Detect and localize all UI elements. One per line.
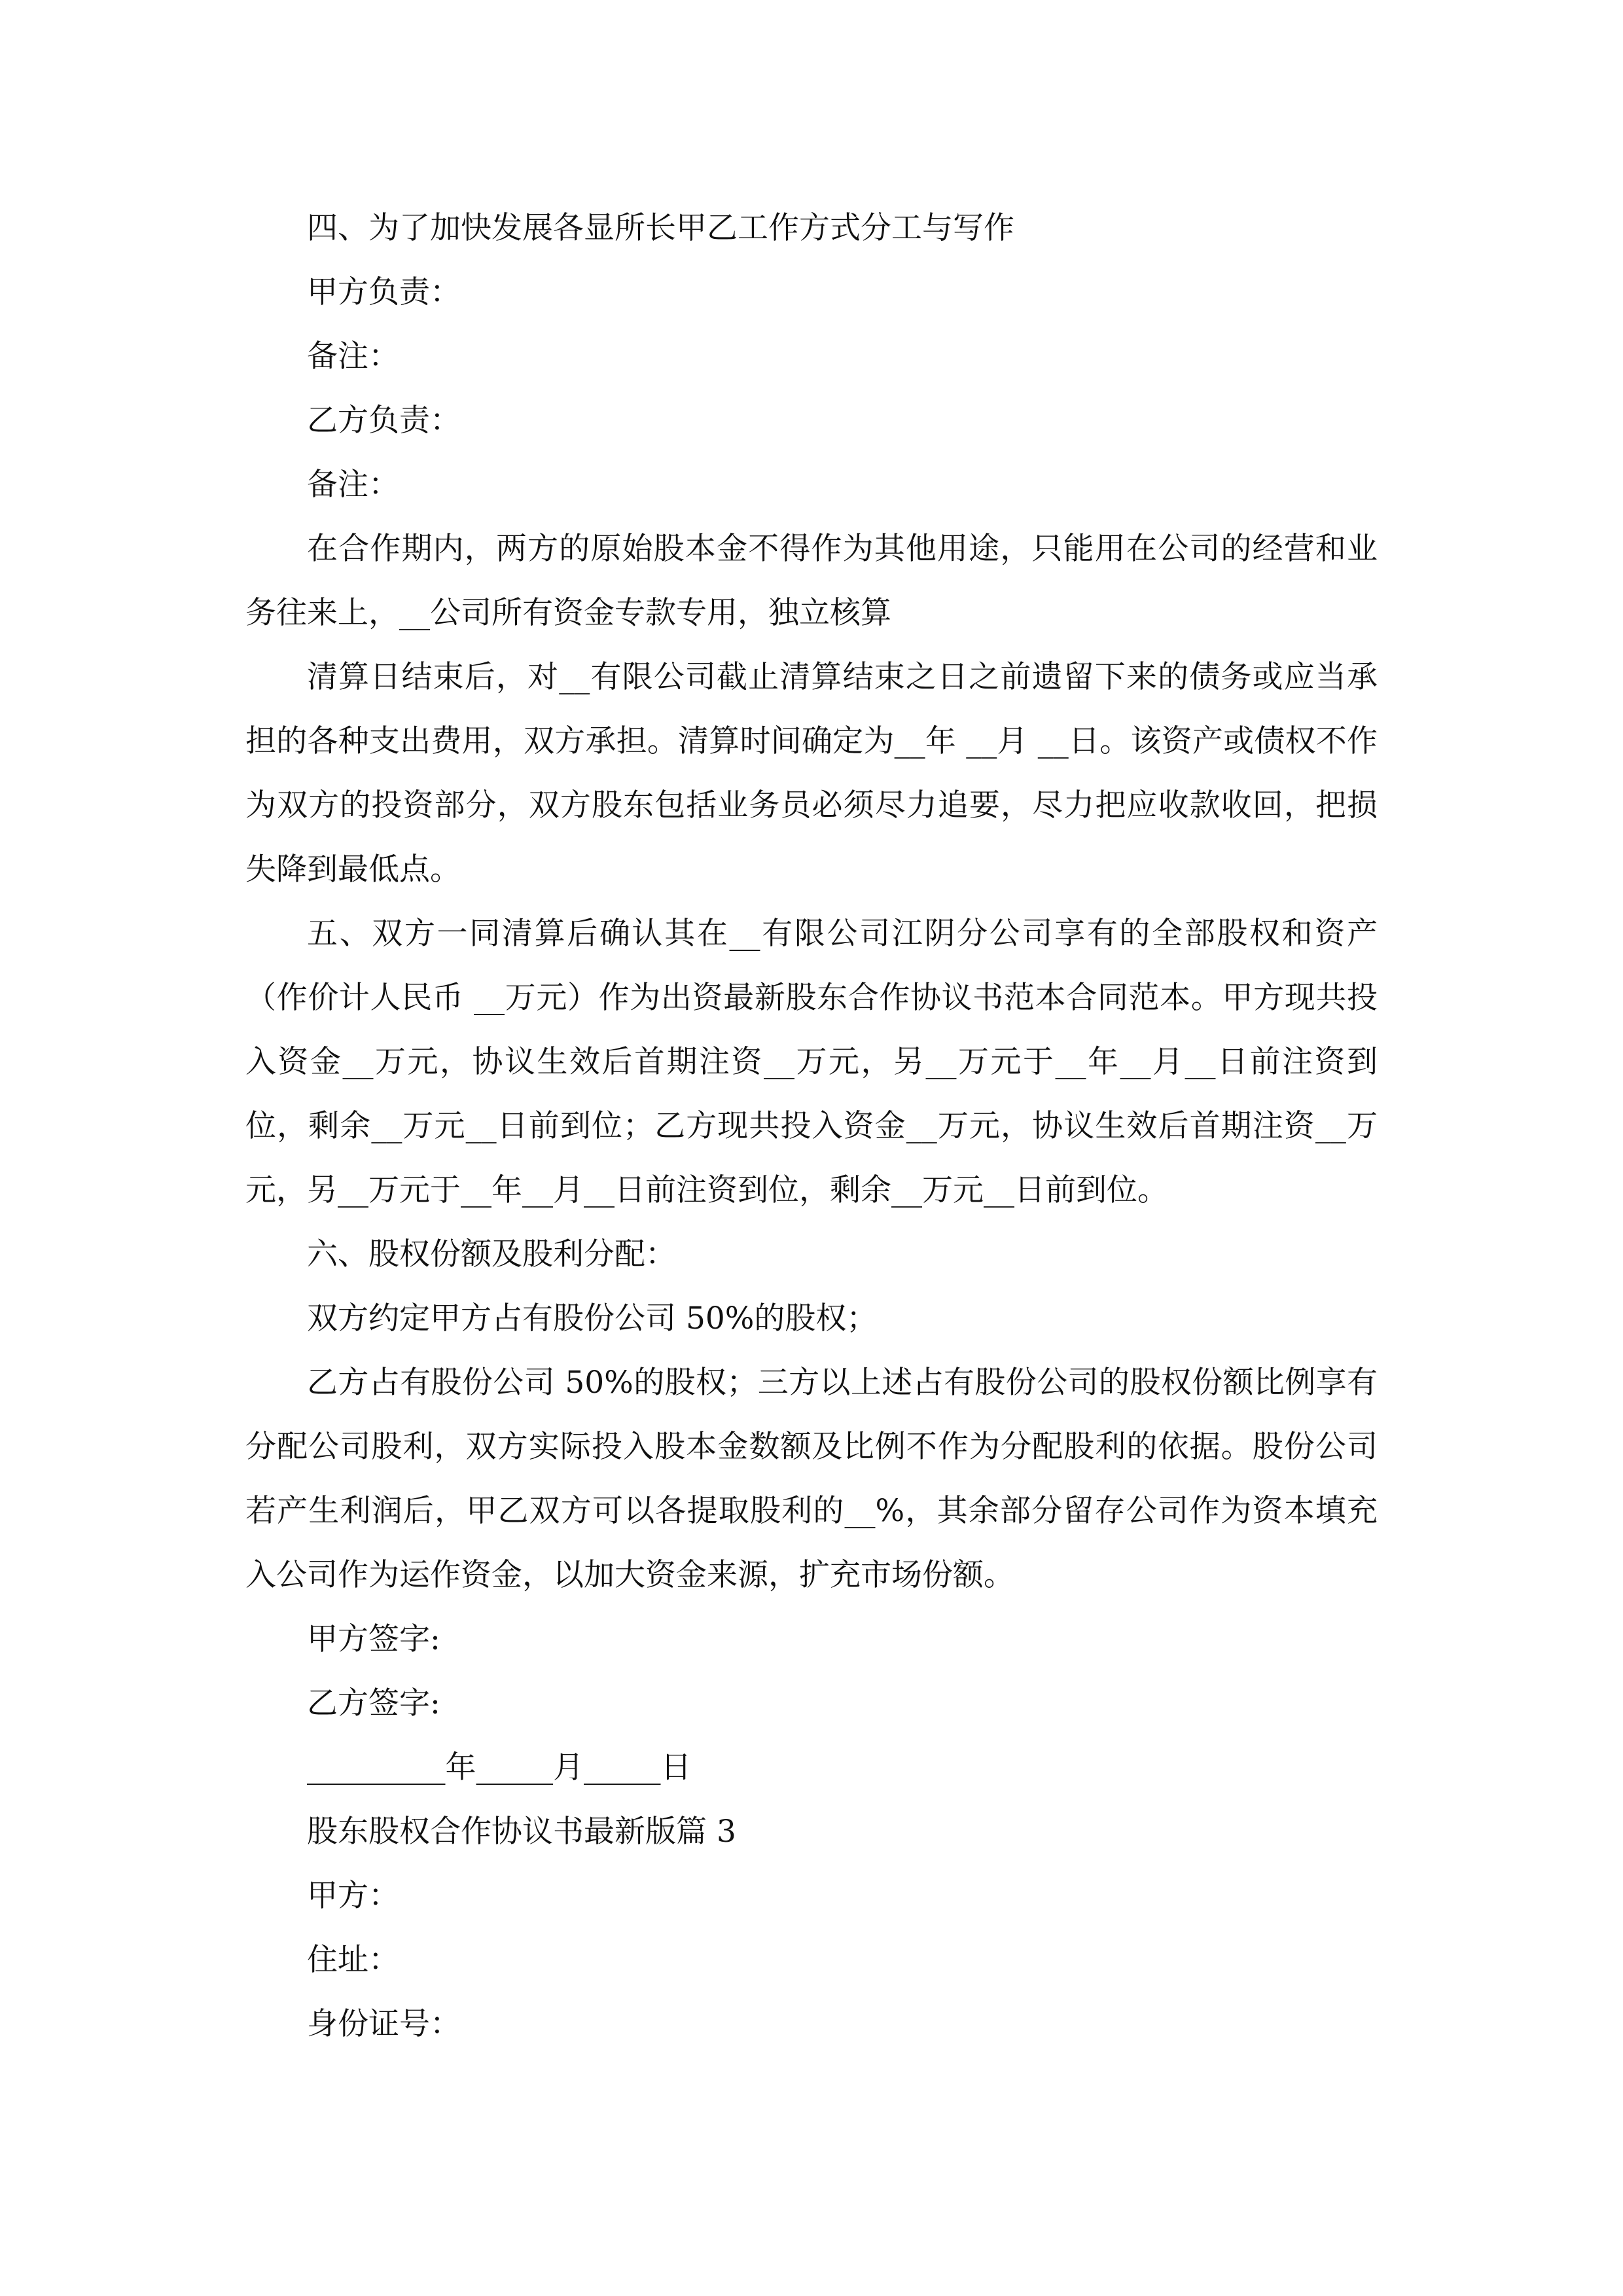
party-a-responsibility: 甲方负责：	[307, 274, 461, 310]
section-five-paragraph: 五、双方一同清算后确认其在__有限公司江阴分公司享有的全部股权和资产（作价计人民币 __万元）作为出资最新股东合作协议书范本合同范本。甲方现共投入资金__万元，协议生效后首期注资__万元，另__万元于__年__月__日前注资到位，剩余__万元__日前到位；乙方现共投入资金__万元，协议生效后首期注资__万元，另__万元于__年__月__日前注资到位，剩余__万元__日前到位。	[245, 916, 1378, 1208]
party-b-responsibility: 乙方负责：	[307, 403, 461, 439]
party-b-remarks: 备注：	[307, 467, 399, 503]
party-a-label: 甲方：	[307, 1878, 399, 1914]
party-a-signature: 甲方签字:	[307, 1621, 440, 1657]
liquidation-paragraph: 清算日结束后，对__有限公司截止清算结束之日之前遗留下来的债务或应当承担的各种支出费用，双方承担。清算时间确定为__年 __月 __日。该资产或债权不作为双方的投资部分，双方股东包括业务员必须尽力追要，尽力把应收款收回，把损失降到最低点。	[245, 659, 1378, 888]
section-six-heading: 六、股权份额及股利分配：	[307, 1236, 676, 1272]
capital-usage-paragraph: 在合作期内，两方的原始股本金不得作为其他用途，只能用在公司的经营和业务往来上，__公司所有资金专款专用，独立核算	[245, 531, 1378, 631]
id-number-label: 身份证号：	[307, 2006, 461, 2042]
party-b-share-paragraph: 乙方占有股份公司 50%的股权；三方以上述占有股份公司的股权份额比例享有分配公司股利，双方实际投入股本金数额及比例不作为分配股利的依据。股份公司若产生利润后，甲乙双方可以各提取股利的__%，其余部分留存公司作为资本填充入公司作为运作资金，以加大资金来源，扩充市场份额。	[245, 1365, 1378, 1593]
document-page	[245, 196, 1378, 2056]
party-a-remarks: 备注：	[307, 338, 399, 374]
section-four-heading: 四、为了加快发展各显所长甲乙工作方式分工与写作	[307, 210, 1014, 246]
address-label: 住址：	[307, 1942, 399, 1978]
agreement-title: 股东股权合作协议书最新版篇 3	[307, 1814, 736, 1850]
date-line: _________年_____月_____日	[307, 1749, 692, 1785]
party-b-signature: 乙方签字:	[307, 1685, 440, 1721]
party-a-share-paragraph: 双方约定甲方占有股份公司 50%的股权；	[307, 1300, 878, 1336]
